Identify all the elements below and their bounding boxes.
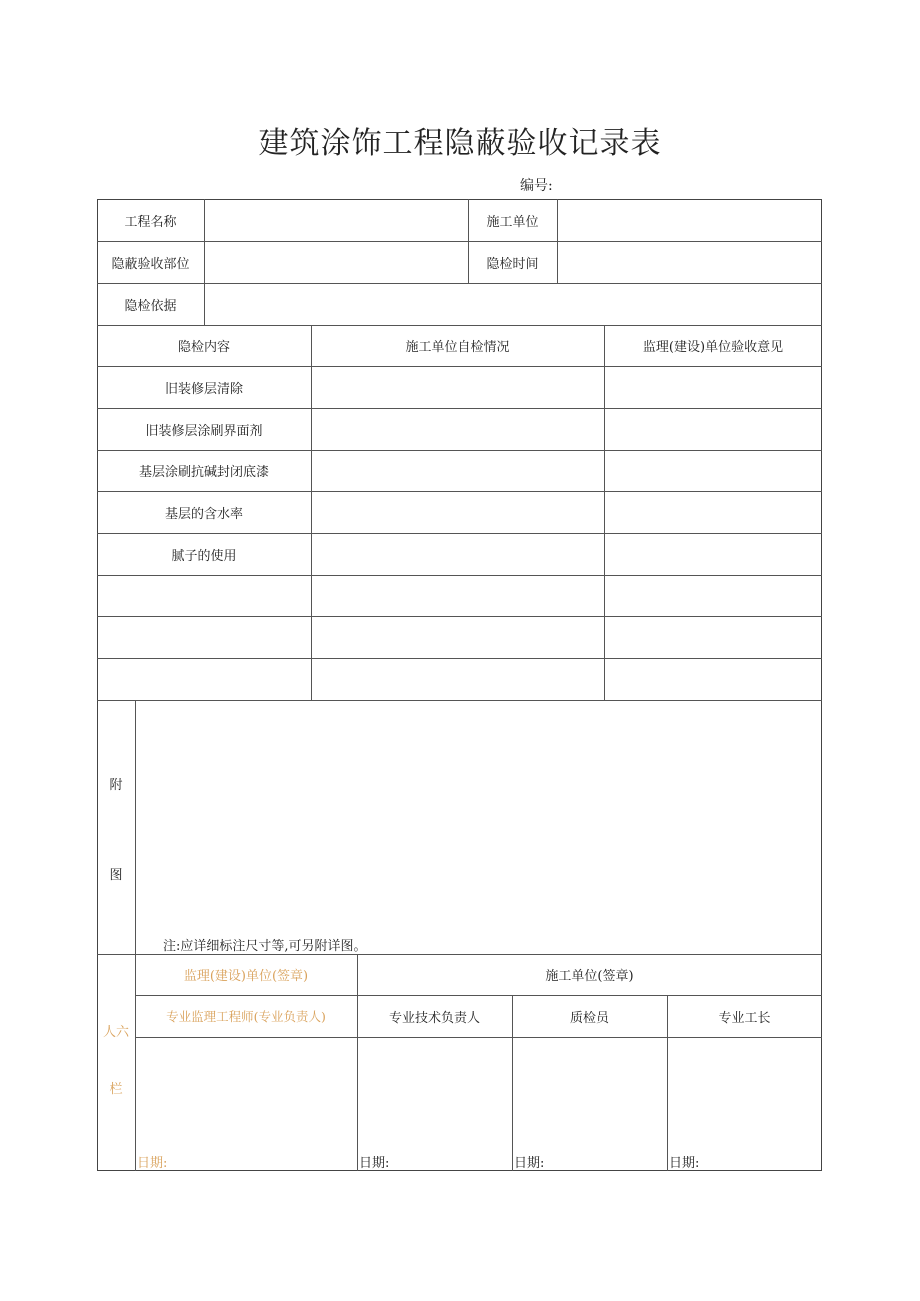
project-name-value[interactable] bbox=[205, 200, 467, 240]
column-content-header: 隐检内容 bbox=[177, 340, 230, 355]
technical-lead-label: 专业技术负责人 bbox=[388, 1010, 480, 1026]
list-item: 旧装修层清除 bbox=[164, 381, 243, 397]
foreman-date-label: 日期: bbox=[669, 1156, 700, 1171]
column-supervision-header: 监理(建设)单位验收意见 bbox=[642, 340, 784, 355]
technical-lead-date-label: 日期: bbox=[359, 1156, 390, 1171]
record-number-label: 编号: bbox=[520, 178, 553, 194]
project-name-label: 工程名称 bbox=[124, 214, 177, 230]
list-item: 基层涂刷抗碱封闭底漆 bbox=[138, 465, 269, 480]
list-item: 腻子的使用 bbox=[171, 548, 237, 564]
inspection-part-label: 隐蔽验收部位 bbox=[111, 256, 190, 272]
inspector-date-label: 日期: bbox=[514, 1156, 545, 1171]
inspection-time-label: 隐检时间 bbox=[486, 256, 539, 272]
construction-unit-value[interactable] bbox=[558, 200, 821, 240]
foreman-label: 专业工长 bbox=[718, 1010, 771, 1026]
attachment-side-label-2: 图 bbox=[109, 868, 123, 883]
attachment-drawing-area[interactable] bbox=[136, 701, 821, 953]
construction-unit-label: 施工单位 bbox=[486, 214, 539, 230]
inspection-part-value[interactable] bbox=[205, 242, 467, 282]
inspection-basis-value[interactable] bbox=[205, 284, 821, 324]
construction-unit-seal-label: 施工单位(签章) bbox=[545, 969, 634, 984]
inspection-time-value[interactable] bbox=[558, 242, 821, 282]
signature-side-label-1: 人六 bbox=[102, 1025, 129, 1040]
column-self-check-header: 施工单位自检情况 bbox=[405, 340, 510, 355]
inspection-basis-label: 隐检依据 bbox=[124, 298, 177, 314]
attachment-side-label-1: 附 bbox=[109, 778, 123, 793]
list-item: 旧装修层涂刷界面剂 bbox=[145, 423, 263, 439]
supervision-unit-seal-label: 监理(建设)单位(签章) bbox=[183, 969, 309, 984]
supervision-engineer-label: 专业监理工程师(专业负责人) bbox=[166, 1009, 326, 1024]
signature-side-label-2: 栏 bbox=[109, 1082, 123, 1097]
page-title: 建筑涂饰工程隐蔽验收记录表 bbox=[258, 126, 662, 161]
attachment-note: 注:应详细标注尺寸等,可另附详图。 bbox=[163, 939, 367, 954]
quality-inspector-label: 质检员 bbox=[569, 1010, 609, 1026]
list-item: 基层的含水率 bbox=[164, 506, 243, 522]
supervision-date-label: 日期: bbox=[137, 1156, 168, 1171]
